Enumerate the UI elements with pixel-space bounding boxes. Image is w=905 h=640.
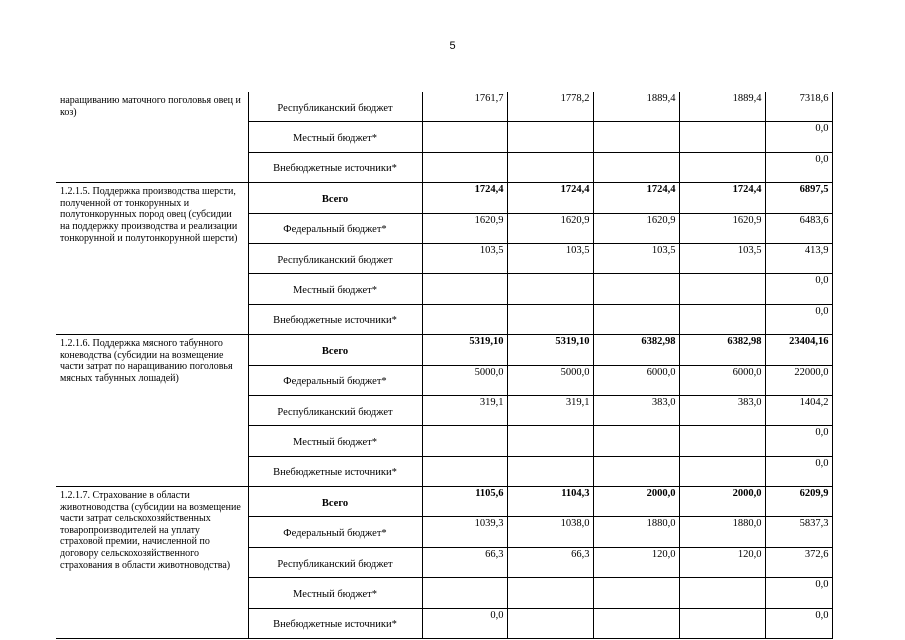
total-value-cell: 7318,6 (765, 92, 832, 122)
year-value-cell (507, 304, 593, 334)
year-value-cell: 103,5 (422, 243, 507, 273)
year-value-cell: 1620,9 (593, 213, 679, 243)
year-value-cell (679, 456, 765, 486)
year-value-cell: 1724,4 (593, 183, 679, 213)
funding-source-label: Федеральный бюджет* (248, 365, 422, 395)
funding-source-label: Республиканский бюджет (248, 547, 422, 577)
funding-source-label: Всего (248, 487, 422, 517)
total-value-cell: 0,0 (765, 274, 832, 304)
year-value-cell (679, 122, 765, 152)
year-value-cell: 2000,0 (679, 487, 765, 517)
year-value-cell: 103,5 (507, 243, 593, 273)
funding-source-label: Местный бюджет* (248, 578, 422, 608)
year-value-cell: 66,3 (507, 547, 593, 577)
year-value-cell: 5319,10 (507, 335, 593, 365)
total-value-cell: 5837,3 (765, 517, 832, 547)
year-value-cell: 5319,10 (422, 335, 507, 365)
table-row (56, 335, 832, 365)
year-value-cell: 66,3 (422, 547, 507, 577)
year-value-cell: 5000,0 (422, 365, 507, 395)
total-value-cell: 1404,2 (765, 395, 832, 425)
funding-source-label: Местный бюджет* (248, 426, 422, 456)
year-value-cell: 1038,0 (507, 517, 593, 547)
year-value-cell: 1761,7 (422, 92, 507, 122)
year-value-cell (593, 304, 679, 334)
year-value-cell (422, 122, 507, 152)
year-value-cell (593, 456, 679, 486)
year-value-cell (507, 578, 593, 608)
year-value-cell (593, 122, 679, 152)
funding-source-label: Республиканский бюджет (248, 243, 422, 273)
funding-source-label: Федеральный бюджет* (248, 517, 422, 547)
measure-description: 1.2.1.5. Поддержка производства шерсти, полученной от тонкорунных и полутонкорунных пород овец (субсидии на поддержку производства и реализации тонкорунной и полутонкорунной шерсти) (56, 183, 248, 335)
year-value-cell: 319,1 (422, 395, 507, 425)
year-value-cell (422, 578, 507, 608)
year-value-cell (679, 152, 765, 182)
year-value-cell (593, 578, 679, 608)
year-value-cell: 6000,0 (593, 365, 679, 395)
year-value-cell (679, 608, 765, 638)
year-value-cell: 6382,98 (593, 335, 679, 365)
year-value-cell (422, 274, 507, 304)
total-value-cell: 6209,9 (765, 487, 832, 517)
year-value-cell: 1105,6 (422, 487, 507, 517)
year-value-cell: 1724,4 (507, 183, 593, 213)
year-value-cell (507, 426, 593, 456)
year-value-cell (507, 274, 593, 304)
funding-source-label: Федеральный бюджет* (248, 213, 422, 243)
funding-source-label: Всего (248, 335, 422, 365)
table-row (56, 487, 832, 517)
total-value-cell: 0,0 (765, 426, 832, 456)
year-value-cell (422, 304, 507, 334)
total-value-cell: 413,9 (765, 243, 832, 273)
measure-description: наращиванию маточного поголовья овец и коз) (56, 92, 248, 183)
year-value-cell (679, 426, 765, 456)
year-value-cell: 5000,0 (507, 365, 593, 395)
total-value-cell: 0,0 (765, 122, 832, 152)
total-value-cell: 372,6 (765, 547, 832, 577)
page-number: 5 (449, 40, 456, 52)
budget-table (56, 92, 833, 639)
year-value-cell: 1620,9 (507, 213, 593, 243)
year-value-cell (422, 426, 507, 456)
year-value-cell: 1880,0 (593, 517, 679, 547)
total-value-cell: 6483,6 (765, 213, 832, 243)
year-value-cell: 6000,0 (679, 365, 765, 395)
year-value-cell: 1620,9 (679, 213, 765, 243)
year-value-cell: 103,5 (593, 243, 679, 273)
year-value-cell: 1620,9 (422, 213, 507, 243)
funding-source-label: Всего (248, 183, 422, 213)
year-value-cell: 120,0 (679, 547, 765, 577)
funding-source-label: Местный бюджет* (248, 274, 422, 304)
year-value-cell (507, 122, 593, 152)
year-value-cell (679, 274, 765, 304)
year-value-cell (422, 152, 507, 182)
total-value-cell: 0,0 (765, 608, 832, 638)
year-value-cell (507, 152, 593, 182)
year-value-cell: 1889,4 (593, 92, 679, 122)
total-value-cell: 22000,0 (765, 365, 832, 395)
table-row (56, 92, 832, 122)
year-value-cell: 1880,0 (679, 517, 765, 547)
year-value-cell (422, 456, 507, 486)
year-value-cell: 383,0 (593, 395, 679, 425)
year-value-cell (679, 304, 765, 334)
year-value-cell: 6382,98 (679, 335, 765, 365)
year-value-cell: 319,1 (507, 395, 593, 425)
year-value-cell (679, 578, 765, 608)
year-value-cell: 1724,4 (679, 183, 765, 213)
funding-source-label: Местный бюджет* (248, 122, 422, 152)
total-value-cell: 0,0 (765, 304, 832, 334)
total-value-cell: 6897,5 (765, 183, 832, 213)
funding-source-label: Внебюджетные источники* (248, 456, 422, 486)
total-value-cell: 0,0 (765, 456, 832, 486)
measure-description: 1.2.1.6. Поддержка мясного табунного коневодства (субсидии на возмещение части затрат по наращиванию поголовья мясных табунных лошадей) (56, 335, 248, 487)
funding-source-label: Внебюджетные источники* (248, 152, 422, 182)
measure-description: 1.2.1.7. Страхование в области животноводства (субсидии на возмещение части затрат сельскохозяйственных товаропроизводителей на уплату страховой премии, начисленной по договору сельскохозяйственного страхования в области животноводства) (56, 487, 248, 639)
year-value-cell: 1778,2 (507, 92, 593, 122)
year-value-cell: 1889,4 (679, 92, 765, 122)
year-value-cell (593, 152, 679, 182)
year-value-cell: 1724,4 (422, 183, 507, 213)
year-value-cell (593, 274, 679, 304)
funding-source-label: Внебюджетные источники* (248, 304, 422, 334)
table-body (56, 92, 832, 639)
year-value-cell (593, 608, 679, 638)
total-value-cell: 0,0 (765, 152, 832, 182)
year-value-cell (507, 456, 593, 486)
funding-source-label: Республиканский бюджет (248, 395, 422, 425)
year-value-cell (507, 608, 593, 638)
funding-source-label: Внебюджетные источники* (248, 608, 422, 638)
table-row (56, 183, 832, 213)
funding-source-label: Республиканский бюджет (248, 92, 422, 122)
year-value-cell: 2000,0 (593, 487, 679, 517)
year-value-cell: 0,0 (422, 608, 507, 638)
year-value-cell: 383,0 (679, 395, 765, 425)
year-value-cell: 1104,3 (507, 487, 593, 517)
year-value-cell: 1039,3 (422, 517, 507, 547)
year-value-cell (593, 426, 679, 456)
total-value-cell: 0,0 (765, 578, 832, 608)
year-value-cell: 120,0 (593, 547, 679, 577)
total-value-cell: 23404,16 (765, 335, 832, 365)
year-value-cell: 103,5 (679, 243, 765, 273)
